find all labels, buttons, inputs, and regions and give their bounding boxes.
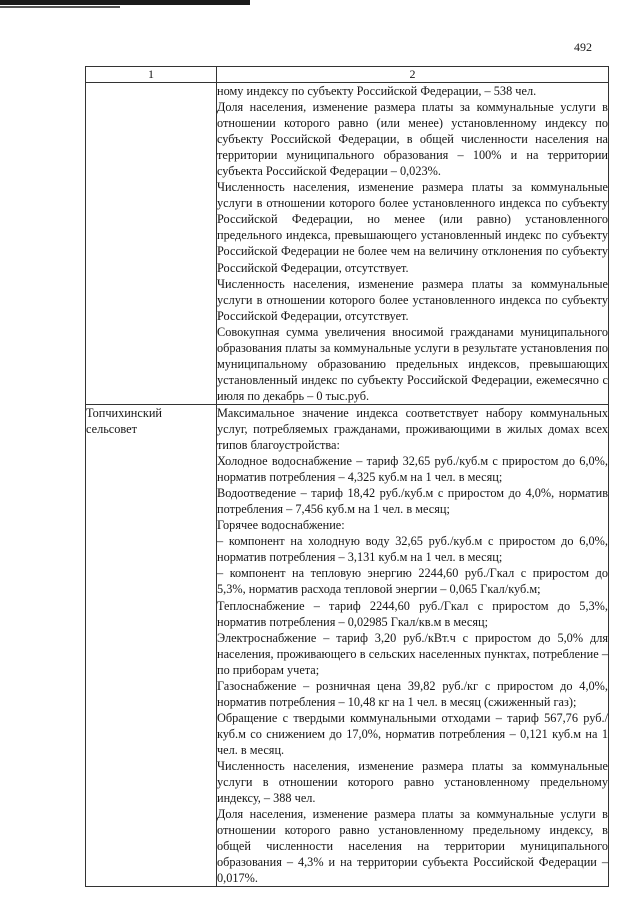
paragraph: Численность населения, изменение размера платы за коммунальные услуги в отношении которого равно установленному предельному индексу, – 388 чел. xyxy=(217,758,608,806)
municipality-name-cell: Топчихинский сельсовет xyxy=(86,404,217,886)
description-cell xyxy=(217,83,609,405)
paragraph: Максимальное значение индекса соответствует набору коммунальных услуг, потребляемых гражданами, проживающими в жилых домах всех типов благоустройства: xyxy=(217,405,608,453)
description-cell xyxy=(217,404,609,886)
page-number: 492 xyxy=(574,40,592,54)
paragraph: Доля населения, изменение размера платы за коммунальные услуги в отношении которого равно (или менее) установленному индексу по субъекту Российской Федерации, в общей численности населения на территории муниципального образования – 100% и на территории субъекта Российской Федерации – 0,023%. xyxy=(217,100,608,179)
table-row xyxy=(86,404,609,886)
header-col-1: 1 xyxy=(86,67,217,83)
paragraph: – компонент на тепловую энергию 2244,60 руб./Гкал с приростом до 5,3%, норматив расхода тепловой энергии – 0,065 Гкал/куб.м; xyxy=(217,566,608,597)
paragraph: Водоотведение – тариф 18,42 руб./куб.м с приростом до 4,0%, норматив потребления – 7,456 куб.м на 1 чел. в месяц; xyxy=(217,486,608,517)
paragraph: Горячее водоснабжение: xyxy=(217,518,345,533)
scan-edge-mark-secondary xyxy=(0,6,120,8)
header-col-2: 2 xyxy=(217,67,609,83)
table-header-row xyxy=(86,67,609,83)
paragraph: Холодное водоснабжение – тариф 32,65 руб./куб.м с приростом до 6,0%, норматив потребления – 4,325 куб.м на 1 чел. в месяц; xyxy=(217,454,608,485)
paragraph: Численность населения, изменение размера платы за коммунальные услуги в отношении которого более установленного индекса по субъекту Российской Федерации, но менее (или равно) установленного предельного индекса, превышающего установленный индекс по субъекту Российской Федерации не более чем на величину отклонения по субъекту Российской Федерации, отсутствует. xyxy=(217,180,608,275)
paragraph: Газоснабжение – розничная цена 39,82 руб./кг с приростом до 4,0%, норматив потребления – 10,48 кг на 1 чел. в месяц (сжиженный газ); xyxy=(217,678,608,709)
scan-edge-mark xyxy=(0,0,250,5)
paragraph: Теплоснабжение – тариф 2244,60 руб./Гкал с приростом до 5,3%, норматив потребления – 0,02985 Гкал/кв.м в месяц; xyxy=(217,598,608,629)
table-row xyxy=(86,83,609,405)
paragraph: Численность населения, изменение размера платы за коммунальные услуги в отношении которого более установленного индекса по субъекту Российской Федерации, отсутствует. xyxy=(217,276,608,323)
municipality-name-cell xyxy=(86,83,217,405)
paragraph: Доля населения, изменение размера платы за коммунальные услуги в отношении которого равно установленному предельному индексу, в общей численности населения на территории муниципального образования – 4,3% и на территории субъекта Российской Федерации – 0,017%. xyxy=(217,807,608,886)
paragraph: Обращение с твердыми коммунальными отходами – тариф 567,76 руб./куб.м со снижением до 17,0%, норматив потребления – 0,121 куб.м на 1 чел. в месяц. xyxy=(217,710,608,757)
paragraph: ному индексу по субъекту Российской Федерации, – 538 чел. xyxy=(217,84,537,98)
paragraph: – компонент на холодную воду 32,65 руб./куб.м с приростом до 6,0%, норматив потребления – 3,131 куб.м на 1 чел. в месяц; xyxy=(217,534,608,565)
paragraph: Электроснабжение – тариф 3,20 руб./кВт.ч с приростом до 5,0% для населения, проживающего в сельских населенных пунктах, потребление – по приборам учета; xyxy=(217,630,608,677)
paragraph: Совокупная сумма увеличения вносимой гражданами муниципального образования платы за коммунальные услуги в результате установления по муниципальному образованию предельных индексов, превышающих установленный индекс по субъекту Российской Федерации, ежемесячно с июля по декабрь – 0 тыс.руб. xyxy=(217,324,608,403)
tariff-table xyxy=(85,66,609,887)
